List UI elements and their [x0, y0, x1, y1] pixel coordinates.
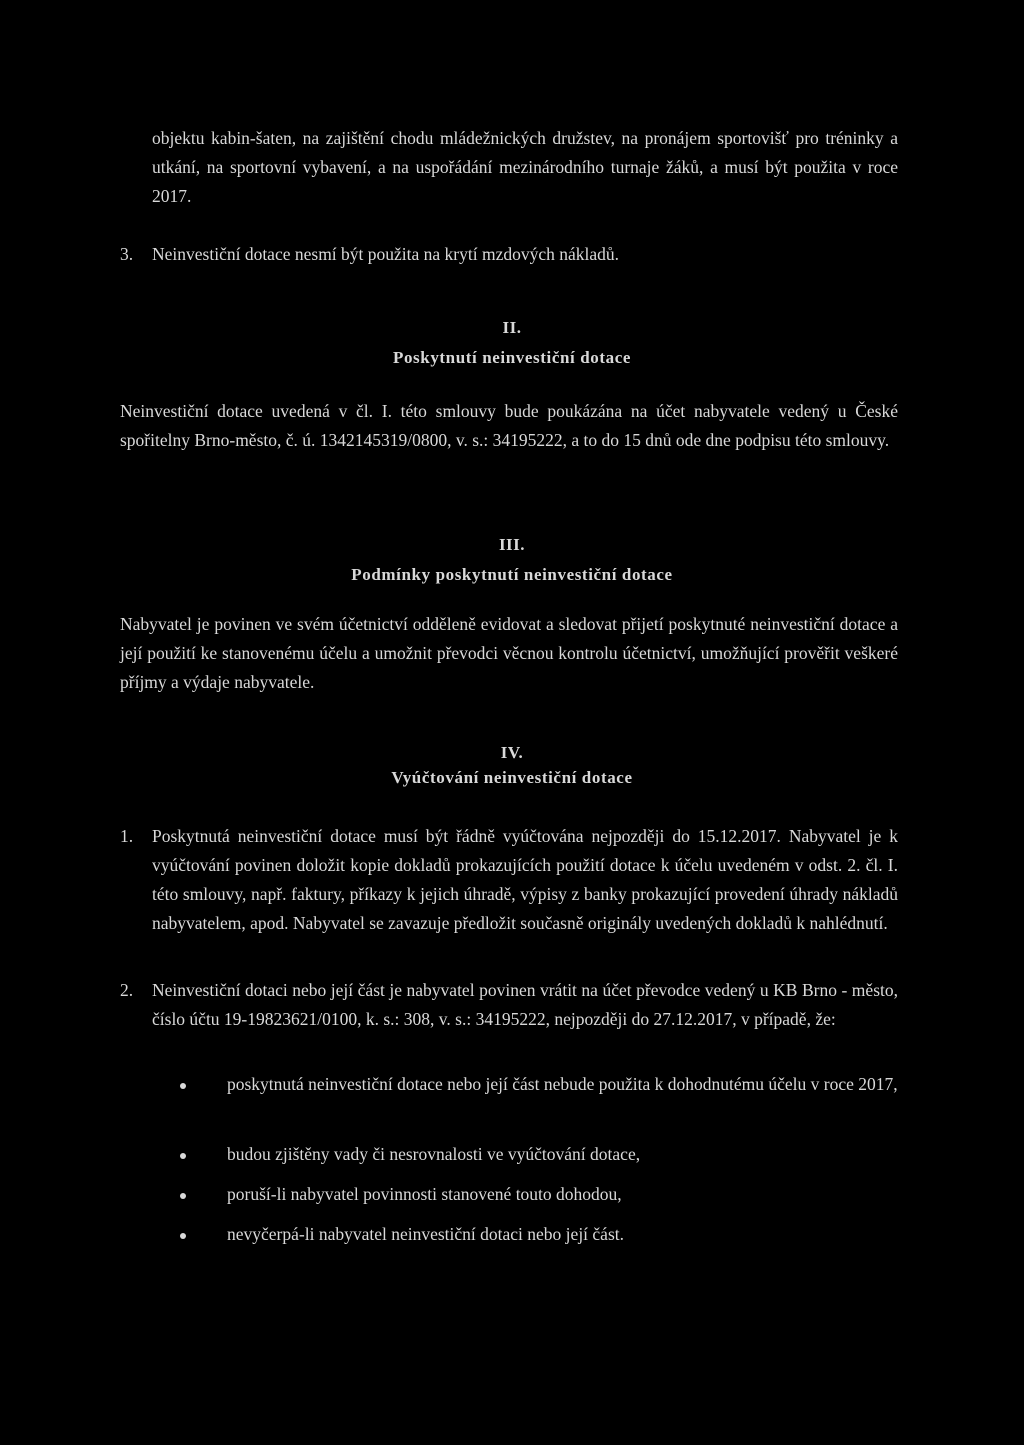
- bullet-item-3: poruší-li nabyvatel povinnosti stanovené touto dohodou,: [227, 1184, 622, 1204]
- section-3-title: Podmínky poskytnutí neinvestiční dotace: [351, 565, 673, 584]
- item-2-number: 2.: [120, 980, 134, 1000]
- bullet-dot: [180, 1193, 186, 1199]
- bullet-dot: [180, 1083, 186, 1089]
- section-4-title: Vyúčtování neinvestiční dotace: [391, 768, 633, 787]
- point-3-text: Neinvestiční dotace nesmí být použita na krytí mzdových nákladů.: [152, 244, 620, 264]
- section-3-body: Nabyvatel je povinen ve svém účetnictví odděleně evidovat a sledovat přijetí poskytnuté neinvestiční dotace a její použití ke stanovenému účelu a umožnit převodci věcnou kontrolu účetnictví, umožňující prověřit veškeré příjmy a výdaje nabyvatele.: [120, 614, 898, 692]
- bullet-item-2: budou zjištěny vady či nesrovnalosti ve vyúčtování dotace,: [227, 1144, 641, 1164]
- bullet-item-1: poskytnutá neinvestiční dotace nebo její část nebude použita k dohodnutému účelu v roce 2017,: [227, 1074, 898, 1094]
- point-3-number: 3.: [120, 244, 134, 264]
- bullet-dot: [180, 1153, 186, 1159]
- intro-paragraph: objektu kabin-šaten, na zajištění chodu mládežnických družstev, na pronájem sportovišť pro tréninky a utkání, na sportovní vybavení, a na uspořádání mezinárodního turnaje žáků, a musí být použita v roce 2017.: [152, 128, 898, 206]
- bullet-dot: [180, 1233, 186, 1239]
- item-2-text: Neinvestiční dotaci nebo její část je nabyvatel povinen vrátit na účet převodce vedený u KB Brno - město, číslo účtu 19-19823621/0100, k. s.: 308, v. s.: 34195222, nejpozději do 27.12.2017, v případě, že:: [152, 980, 898, 1029]
- item-1-number: 1.: [120, 826, 134, 846]
- section-2-title: Poskytnutí neinvestiční dotace: [392, 348, 632, 367]
- section-2-body: Neinvestiční dotace uvedená v čl. I. této smlouvy bude poukázána na účet nabyvatele vedený u České spořitelny Brno-město, č. ú. 1342145319/0800, v. s.: 34195222, a to do 15 dnů ode dne podpisu této smlouvy.: [120, 401, 898, 450]
- section-2-number: II.: [502, 318, 522, 337]
- section-3-number: III.: [498, 535, 526, 554]
- bullet-item-4: nevyčerpá-li nabyvatel neinvestiční dotaci nebo její část.: [227, 1224, 624, 1244]
- section-4-number: IV.: [500, 743, 524, 762]
- item-1-text: Poskytnutá neinvestiční dotace musí být řádně vyúčtována nejpozději do 15.12.2017. Nabyvatel je k vyúčtování povinen doložit kopie dokladů prokazujících použití dotace k účelu uvedeném v odst. 2. čl. I. této smlouvy, např. faktury, příkazy k jejich úhradě, výpisy z banky prokazující provedení úhrady nákladů nabyvatelem, apod. Nabyvatel se zavazuje předložit současně originály uvedených dokladů k nahlédnutí.: [152, 826, 898, 933]
